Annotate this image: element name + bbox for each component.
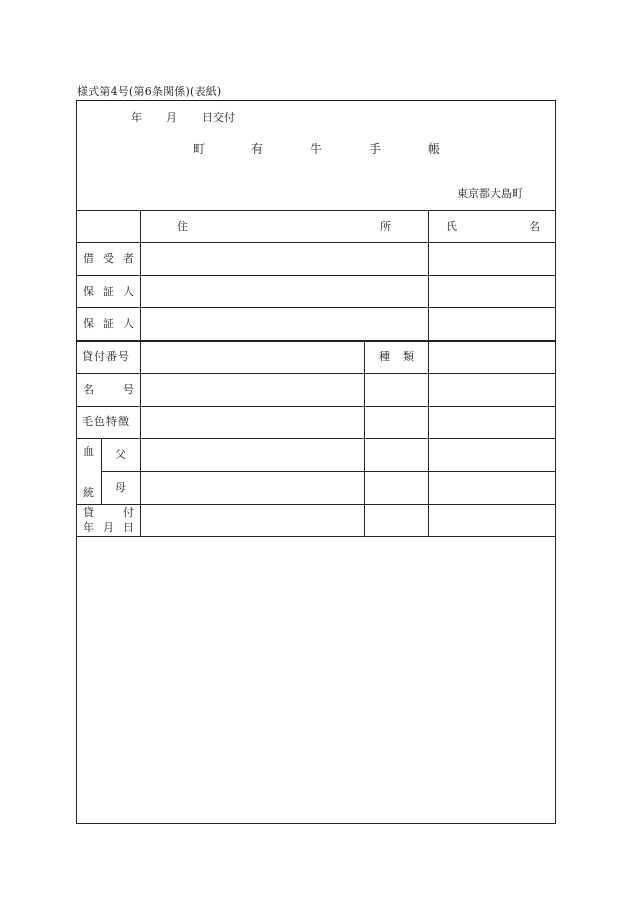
lineage-char-1: 血 [83, 445, 94, 458]
title-char-4: 手 [369, 142, 382, 156]
form-number-label: 様式第4号(第6条関係)(表紙) [77, 85, 222, 98]
loan-date-char-3: 年 [83, 521, 94, 534]
rule-type-column [364, 340, 365, 536]
title-char-2: 有 [251, 142, 264, 156]
title-char-1: 町 [193, 142, 206, 156]
mother-label: 母 [115, 481, 126, 494]
loan-date-char-1: 貸 [83, 506, 94, 519]
rule-row-2 [76, 307, 556, 308]
loan-date-char-4: 月 [103, 521, 114, 534]
type-char-1: 種 [379, 350, 390, 363]
guarantor-2-char-1: 保 [83, 317, 94, 330]
borrower-char-3: 者 [123, 252, 134, 265]
handbook-cover-frame [76, 100, 556, 824]
rule-label-column [140, 210, 141, 536]
rule-column-header-bottom [76, 242, 556, 243]
guarantor-1-char-1: 保 [83, 285, 94, 298]
guarantor-1-char-3: 人 [123, 285, 134, 298]
rule-lineage-column [101, 438, 102, 504]
header-address-char-2: 所 [380, 220, 391, 233]
rule-person-section-bottom [76, 340, 556, 342]
rule-row-1 [76, 275, 556, 276]
rule-header-bottom [76, 210, 556, 211]
loan-number-label: 貸付番号 [82, 350, 130, 363]
rule-row-6 [76, 438, 556, 439]
guarantor-1-char-2: 証 [103, 285, 114, 298]
rule-lineage-split [101, 471, 556, 472]
borrower-char-1: 借 [83, 252, 94, 265]
rule-row-4 [76, 373, 556, 374]
coat-features-label: 毛色特徴 [82, 415, 130, 428]
cattle-name-char-2: 号 [123, 383, 134, 396]
header-name-char-1: 氏 [446, 220, 457, 233]
rule-row-5 [76, 406, 556, 407]
borrower-char-2: 受 [103, 252, 114, 265]
father-label: 父 [115, 448, 126, 461]
rule-table-bottom [76, 536, 556, 537]
loan-date-char-5: 日 [123, 521, 134, 534]
lineage-char-2: 統 [83, 486, 94, 499]
guarantor-2-char-3: 人 [123, 317, 134, 330]
title-char-5: 帳 [428, 142, 441, 156]
type-char-2: 類 [403, 350, 414, 363]
cattle-name-char-1: 名 [83, 383, 94, 396]
date-issued-label: 日交付 [202, 111, 235, 124]
loan-date-char-2: 付 [123, 506, 134, 519]
issuer-name: 東京都大島町 [457, 187, 523, 200]
guarantor-2-char-2: 証 [103, 317, 114, 330]
rule-row-8 [76, 504, 556, 505]
title-char-3: 牛 [310, 142, 323, 156]
date-month-label: 月 [166, 111, 177, 124]
header-name-char-2: 名 [529, 220, 540, 233]
rule-name-column [428, 210, 429, 536]
date-year-label: 年 [131, 111, 142, 124]
header-address-char-1: 住 [177, 220, 188, 233]
